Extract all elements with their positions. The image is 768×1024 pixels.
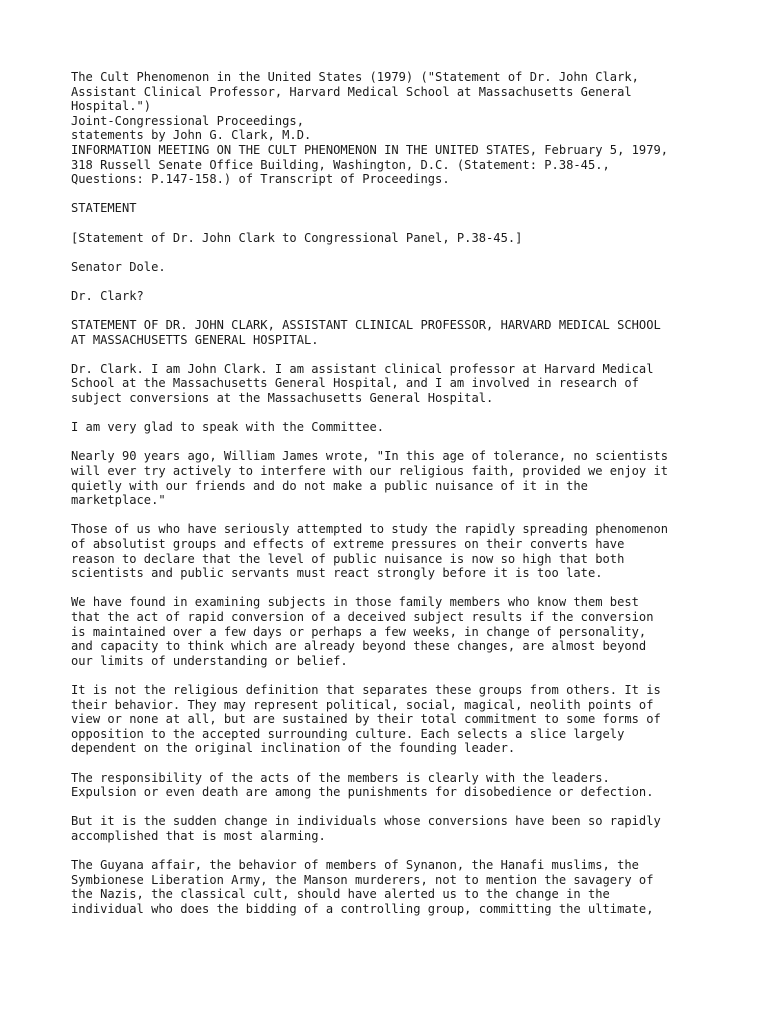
text-line: reason to declare that the level of public nuisance is now so high that both	[71, 551, 625, 566]
text-line: accomplished that is most alarming.	[71, 828, 326, 843]
paragraph-found	[71, 595, 711, 668]
text-line: subject conversions at the Massachusetts General Hospital.	[71, 391, 494, 406]
text-line: of absolutist groups and effects of extreme pressures on their converts have	[71, 537, 625, 551]
text-line: INFORMATION MEETING ON THE CULT PHENOMENON IN THE UNITED STATES, February 5, 1979,	[71, 142, 669, 157]
paragraph-sudden-change	[71, 814, 711, 843]
text-line: scientists and public servants must react strongly before it is too late.	[71, 566, 603, 581]
text-line: We have found in examining subjects in those family members who know them best	[71, 595, 639, 610]
text-line: statements by John G. Clark, M.D.	[71, 128, 312, 143]
text-line: that the act of rapid conversion of a deceived subject results if the conversion	[71, 609, 654, 624]
text-line: It is not the religious definition that separates these groups from others. It is	[71, 682, 661, 697]
paragraph-intro	[71, 362, 711, 406]
senator-line	[71, 260, 711, 275]
text-line: Symbionese Liberation Army, the Manson murderers, not to mention the savagery of	[71, 872, 654, 887]
text-line: But it is the sudden change in individuals whose conversions have been so rapidly	[71, 814, 661, 829]
text-line: Expulsion or even death are among the punishments for disobedience or defection.	[71, 785, 654, 800]
text-line: Nearly 90 years ago, William James wrote, "In this age of tolerance, no scientists	[71, 449, 669, 464]
paragraph-study	[71, 522, 711, 580]
text-line: Senator Dole.	[71, 259, 166, 274]
text-line: Assistant Clinical Professor, Harvard Medical School at Massachusetts General	[71, 84, 632, 99]
text-line: Dr. Clark?	[71, 288, 144, 303]
text-line: 318 Russell Senate Office Building, Washington, D.C. (Statement: P.38-45.,	[71, 157, 610, 172]
text-line: view or none at all, but are sustained by their total commitment to some forms of	[71, 712, 661, 727]
text-line: STATEMENT OF DR. JOHN CLARK, ASSISTANT CLINICAL PROFESSOR, HARVARD MEDICAL SCHOOL	[71, 318, 661, 333]
bracket-note	[71, 231, 711, 246]
paragraph-james-quote	[71, 449, 711, 507]
paragraph-religious-definition	[71, 683, 711, 756]
text-line: the Nazis, the classical cult, should have alerted us to the change in the	[71, 887, 610, 902]
text-line: is maintained over a few days or perhaps a few weeks, in change of personality,	[71, 624, 647, 639]
text-line: Joint-Congressional Proceedings,	[71, 113, 304, 128]
text-line: Questions: P.147-158.) of Transcript of Proceedings.	[71, 172, 450, 187]
text-line: quietly with our friends and do not make a public nuisance of it in the	[71, 478, 588, 493]
text-line: their behavior. They may represent political, social, magical, neolith points of	[71, 697, 654, 712]
text-line: I am very glad to speak with the Committee.	[71, 420, 385, 435]
section-label	[71, 201, 711, 216]
text-line: Hospital.")	[71, 99, 152, 114]
text-line: [Statement of Dr. John Clark to Congressional Panel, P.38-45.]	[71, 230, 523, 245]
text-line: AT MASSACHUSETTS GENERAL HOSPITAL.	[71, 332, 319, 347]
text-line: The responsibility of the acts of the members is clearly with the leaders.	[71, 770, 610, 785]
text-line: dependent on the original inclination of the founding leader.	[71, 741, 516, 756]
statement-heading	[71, 318, 711, 347]
text-line: Dr. Clark. I am John Clark. I am assistant clinical professor at Harvard Medical	[71, 361, 654, 376]
text-line: and capacity to think which are already beyond these changes, are almost beyond	[71, 639, 647, 654]
text-line: individual who does the bidding of a controlling group, committing the ultimate,	[71, 901, 654, 916]
paragraph-responsibility	[71, 771, 711, 800]
text-line: Those of us who have seriously attempted to study the rapidly spreading phenomenon	[71, 522, 669, 537]
text-line: STATEMENT	[71, 201, 137, 216]
text-line: will ever try actively to interfere with our religious faith, provided we enjoy it	[71, 464, 669, 479]
text-line: The Cult Phenomenon in the United States (1979) ("Statement of Dr. John Clark,	[71, 70, 639, 84]
text-line: opposition to the accepted surrounding culture. Each selects a slice largely	[71, 726, 625, 741]
text-line: our limits of understanding or belief.	[71, 653, 348, 668]
text-line: marketplace."	[71, 493, 166, 508]
text-line: The Guyana affair, the behavior of members of Synanon, the Hanafi muslims, the	[71, 858, 639, 873]
text-line: School at the Massachusetts General Hospital, and I am involved in research of	[71, 376, 639, 391]
paragraph-guyana	[71, 858, 711, 916]
document-header	[71, 70, 711, 187]
document-page	[71, 70, 711, 916]
question-line	[71, 289, 711, 304]
paragraph-glad	[71, 420, 711, 435]
